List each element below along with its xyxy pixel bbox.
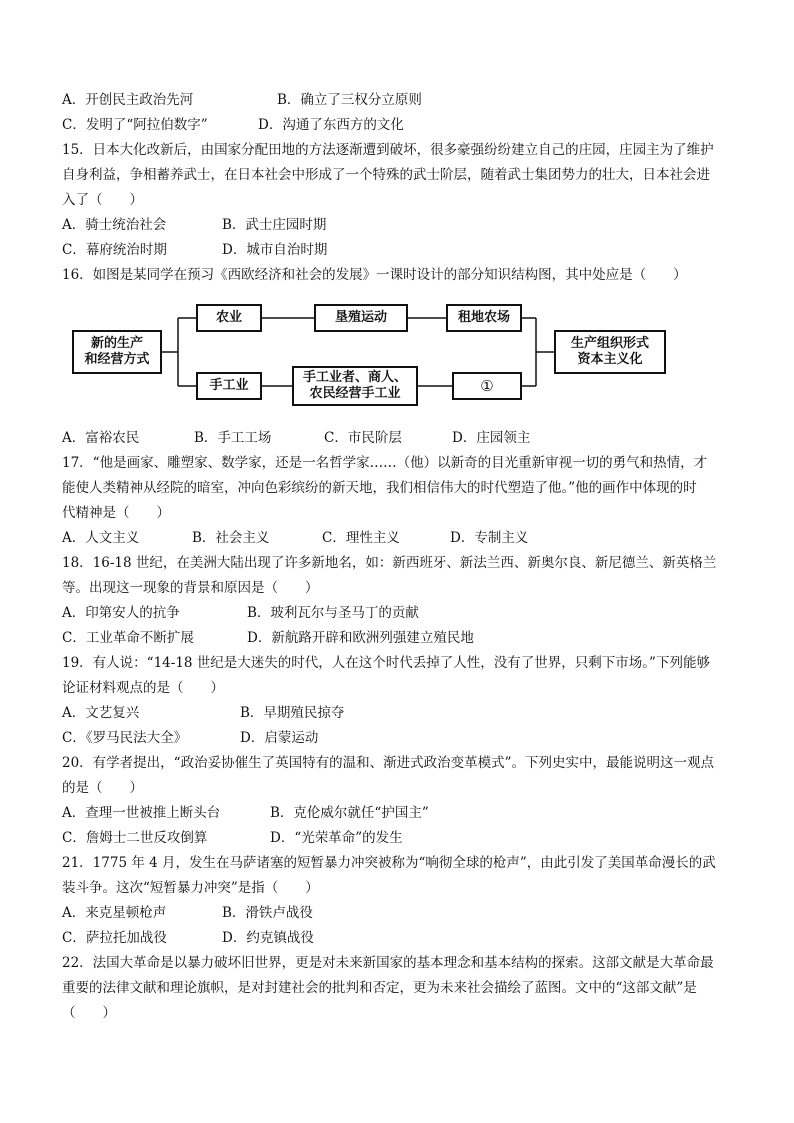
q16-option-b[interactable]: B．手工工场: [194, 430, 272, 446]
q14-options-row2: [62, 113, 742, 138]
q21-stem-line: 21．1775 年 4 月，发生在马萨诸塞的短暂暴力冲突被称为“响彻全球的枪声”，由此引发了美国革命漫长的武: [62, 855, 716, 871]
q15-option-c[interactable]: C．幕府统治时期: [62, 242, 167, 258]
q18-option-d[interactable]: D．新航路开辟和欧洲列强建立殖民地: [247, 630, 474, 646]
q22-stem-line: （ ）: [62, 1005, 116, 1021]
q18-options-row1: [62, 601, 742, 626]
q20-option-c[interactable]: C．詹姆士二世反攻倒算: [62, 830, 208, 846]
q21-stem-line: 装斗争。这次“短暂暴力冲突”是指（ ）: [62, 880, 319, 896]
q17-option-a[interactable]: A．人文主义: [62, 530, 140, 546]
question-15: [62, 138, 742, 263]
q20-stem-line: 20．有学者提出，“政治妥协催生了英国特有的温和、渐进式政治变革模式”。下列史实中，最能说明这一观点: [62, 755, 714, 771]
q19-option-d[interactable]: D．启蒙运动: [240, 730, 319, 746]
q18-stem-line: 等。出现这一现象的背景和原因是（ ）: [62, 580, 319, 596]
q17-stem-line: 代精神是（ ）: [62, 505, 170, 521]
exam-page: [62, 88, 742, 1026]
q20-option-b[interactable]: B．克伦威尔就任“护国主”: [270, 805, 429, 821]
q20-option-a[interactable]: A．查理一世被推上断头台: [62, 805, 221, 821]
q19-stem-line: 19．有人说：“14-18 世纪是大迷失的时代，人在这个时代丢掉了人性，没有了世界，只剩下市场。”下列能够: [62, 655, 710, 671]
box-agriculture: 农业: [196, 304, 262, 332]
q17-option-b[interactable]: B．社会主义: [192, 530, 270, 546]
q18-option-a[interactable]: A．印第安人的抗争: [62, 605, 180, 621]
q15-stem-line: 入了（ ）: [62, 192, 143, 208]
q19-options-row2: [62, 726, 742, 751]
q21-options-row2: [62, 926, 742, 951]
box-tenant-farms: 租地农场: [446, 304, 522, 332]
q22-stem-line: 22．法国大革命是以暴力破坏旧世界，更是对未来新国家的基本理念和基本结构的探索。这部文献是大革命最: [62, 955, 714, 971]
q18-options-row2: [62, 626, 742, 651]
box-craftsmen-merchants: 手工业者、商人、 农民经营手工业: [292, 366, 418, 406]
box-blank-1: ①: [452, 372, 522, 400]
q16-options-row: [62, 426, 742, 451]
q16-stem-line: 16．如图是某同学在预习《西欧经济和社会的发展》一课时设计的部分知识结构图，其中处应是（ ）: [62, 267, 687, 283]
q15-options-row2: [62, 238, 742, 263]
q21-option-d[interactable]: D．约克镇战役: [222, 930, 314, 946]
q19-options-row1: [62, 701, 742, 726]
q15-stem-line: 自身利益，争相蓄养武士，在日本社会中形成了一个特殊的武士阶层，随着武士集团势力的壮大，日本社会进: [62, 167, 710, 183]
knowledge-structure-diagram: [62, 290, 742, 418]
q14-option-b[interactable]: B．确立了三权分立原则: [277, 92, 422, 108]
q15-options-row1: [62, 213, 742, 238]
question-21: [62, 851, 742, 951]
q21-option-c[interactable]: C．萨拉托加战役: [62, 930, 167, 946]
q21-option-b[interactable]: B．滑铁卢战役: [222, 905, 313, 921]
q17-options-row: [62, 526, 742, 551]
q14-option-a[interactable]: A．开创民主政治先河: [62, 92, 194, 108]
q19-option-a[interactable]: A．文艺复兴: [62, 705, 140, 721]
q14-options-row1: [62, 88, 742, 113]
q14-option-c[interactable]: C．发明了“阿拉伯数字”: [62, 117, 208, 133]
q18-option-c[interactable]: C．工业革命不断扩展: [62, 630, 194, 646]
q17-stem-line: 17．“他是画家、雕塑家、数学家，还是一名哲学家……（他）以新奇的目光重新审视一切的勇气和热情，才: [62, 455, 708, 471]
q15-option-d[interactable]: D．城市自治时期: [222, 242, 328, 258]
q17-option-d[interactable]: D．专制主义: [450, 530, 529, 546]
q21-option-a[interactable]: A．来克星顿枪声: [62, 905, 167, 921]
q20-option-d[interactable]: D．“光荣革命”的发生: [270, 830, 403, 846]
q19-option-b[interactable]: B．早期殖民掠夺: [240, 705, 345, 721]
q21-options-row1: [62, 901, 742, 926]
q17-option-c[interactable]: C．理性主义: [322, 530, 400, 546]
box-handicraft: 手工业: [196, 372, 262, 400]
q15-stem-line: 15．日本大化改新后，由国家分配田地的方法逐渐遭到破坏，很多豪强纷纷建立自己的庄园，庄园主为了维护: [62, 142, 714, 158]
q19-option-c[interactable]: C．《罗马民法大全》: [62, 730, 188, 746]
question-18: [62, 551, 742, 651]
q17-stem-line: 能使人类精神从经院的暗室，冲向色彩缤纷的新天地，我们相信伟大的时代塑造了他。”他的画作中体现的时: [62, 480, 697, 496]
q16-option-c[interactable]: C．市民阶层: [324, 430, 402, 446]
q15-option-b[interactable]: B．武士庄园时期: [222, 217, 327, 233]
question-22: [62, 951, 742, 1026]
box-reclamation-movement: 垦殖运动: [314, 304, 408, 332]
box-capitalist-organization: 生产组织形式 资本主义化: [554, 330, 666, 374]
q16-option-d[interactable]: D．庄园领主: [452, 430, 531, 446]
q20-options-row1: [62, 801, 742, 826]
q20-options-row2: [62, 826, 742, 851]
q18-option-b[interactable]: B．玻利瓦尔与圣马丁的贡献: [247, 605, 419, 621]
q19-stem-line: 论证材料观点的是（ ）: [62, 680, 224, 696]
box-new-production-methods: 新的生产 和经营方式: [72, 330, 162, 374]
q16-option-a[interactable]: A．富裕农民: [62, 430, 140, 446]
q14-option-d[interactable]: D．沟通了东西方的文化: [258, 117, 404, 133]
q22-stem-line: 重要的法律文献和理论旗帜，是对封建社会的批判和否定，更为未来社会描绘了蓝图。文中的“这部文献”是: [62, 980, 697, 996]
q18-stem-line: 18．16-18 世纪，在美洲大陆出现了许多新地名，如：新西班牙、新法兰西、新奥尔良、新尼德兰、新英格兰: [62, 555, 717, 571]
question-20: [62, 751, 742, 851]
question-17: [62, 451, 742, 551]
q20-stem-line: 的是（ ）: [62, 780, 143, 796]
question-16: [62, 263, 742, 451]
q15-option-a[interactable]: A．骑士统治社会: [62, 217, 167, 233]
question-19: [62, 651, 742, 751]
